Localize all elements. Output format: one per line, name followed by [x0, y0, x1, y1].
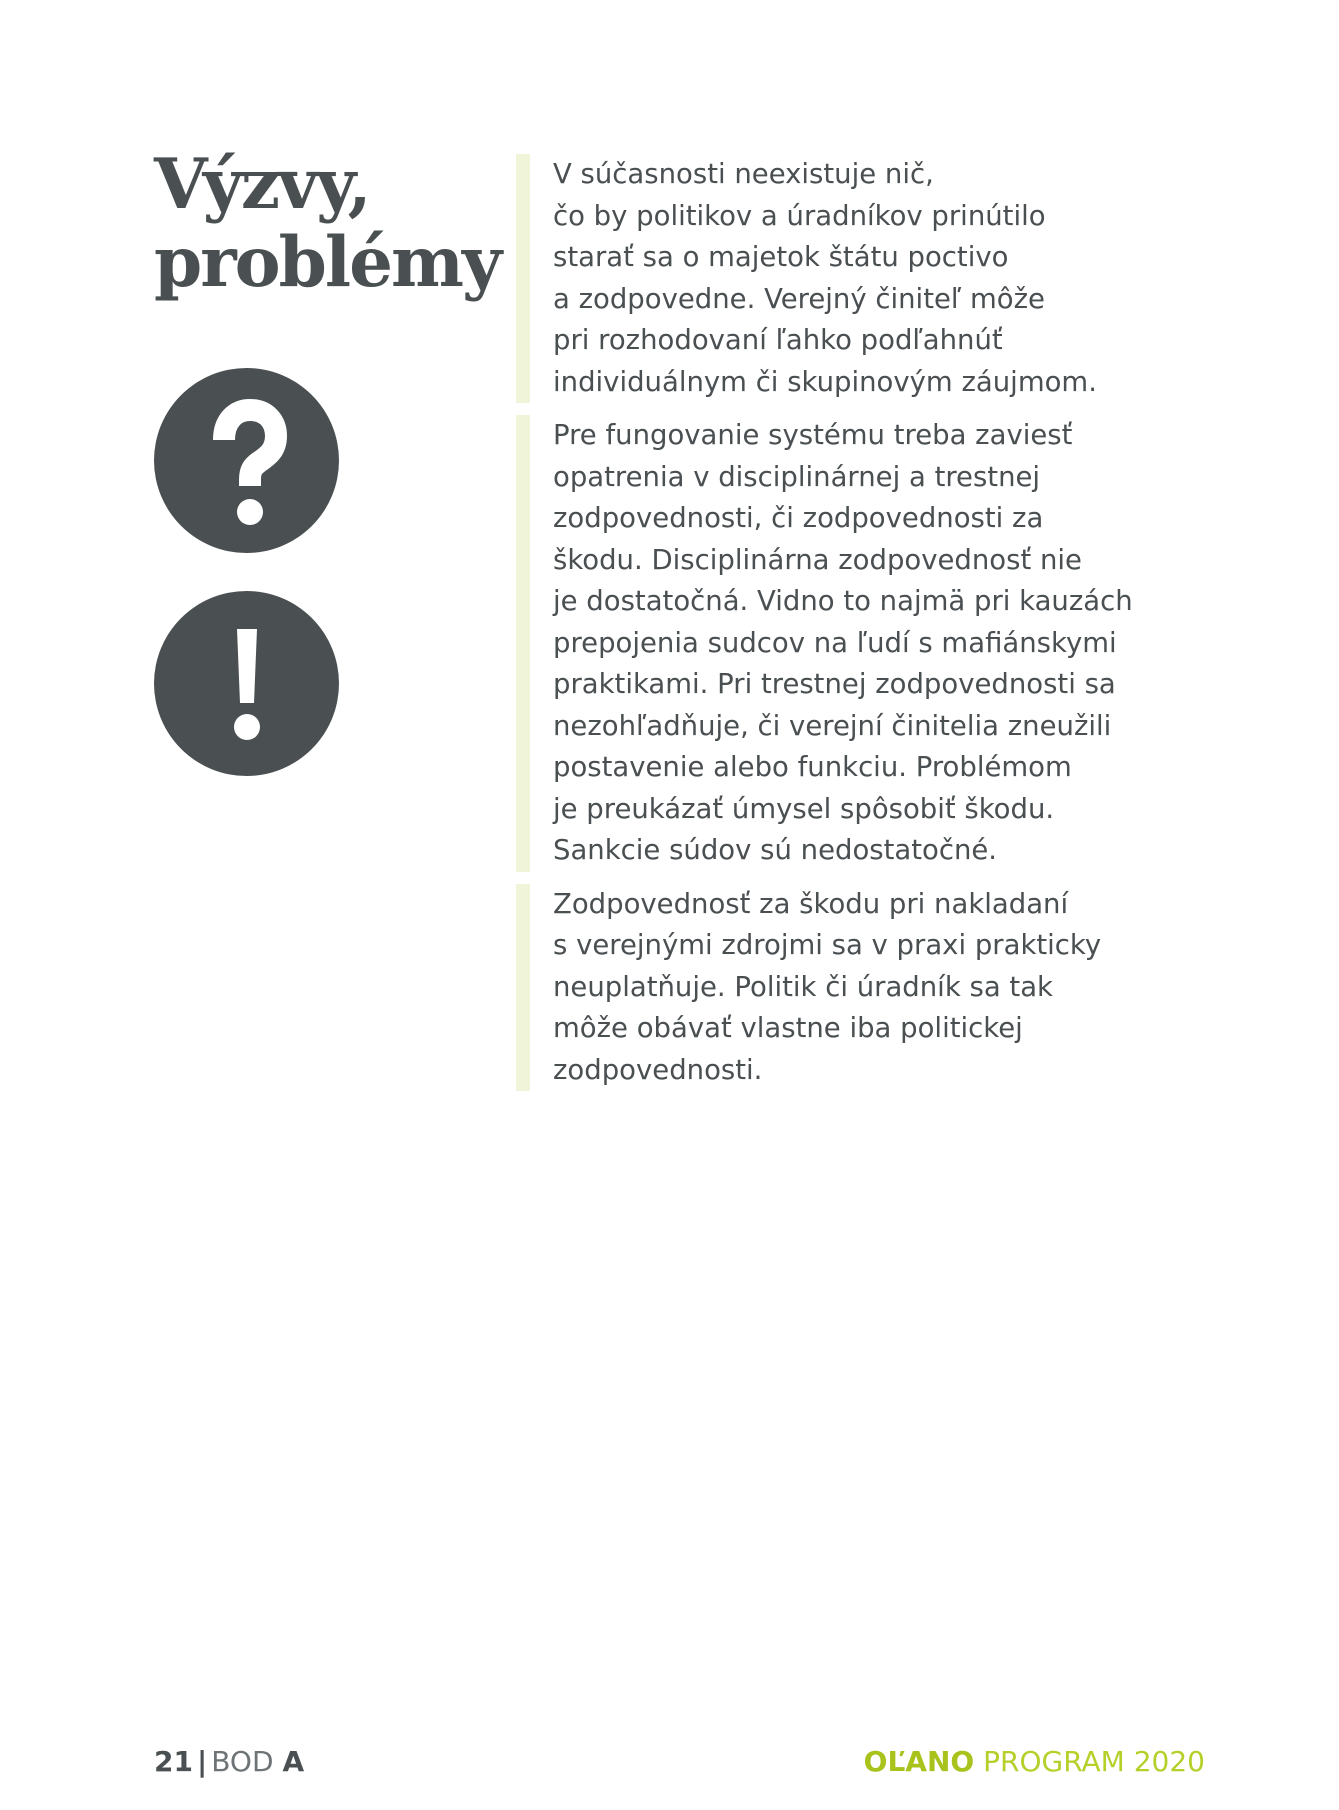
paragraph-accent-bar [516, 415, 530, 872]
paragraph-line: zodpovednosti, či zodpovednosti za [553, 502, 1044, 534]
paragraph-accent-bar [516, 154, 530, 403]
footer-separator: | [196, 1745, 208, 1778]
paragraph-line: postavenie alebo funkciu. Problémom [553, 751, 1072, 783]
paragraph [516, 415, 1216, 872]
page-number: 21 [154, 1745, 193, 1778]
paragraph-line: škodu. Disciplinárna zodpovednosť nie [553, 543, 1082, 576]
brand-name: OĽANO [863, 1745, 975, 1778]
paragraph-line: a zodpovedne. Verejný činiteľ môže [553, 282, 1045, 315]
footer-page-info [154, 1745, 304, 1778]
question-mark-icon [154, 368, 339, 553]
heading-line-2: problémy [154, 222, 501, 303]
footer-brand [864, 1745, 1205, 1778]
paragraph-line: Zodpovednosť za škodu pri nakladaní [553, 887, 1069, 920]
paragraph-line: V súčasnosti neexistuje nič, [553, 158, 934, 190]
section-word: BOD [211, 1745, 274, 1778]
paragraph [516, 154, 1216, 403]
paragraph-line: s verejnými zdrojmi sa v praxi prakticky [553, 929, 1102, 961]
paragraph-line: individuálnym či skupinovým záujmom. [553, 365, 1097, 398]
paragraph-accent-bar [516, 884, 530, 1092]
paragraph-line: pri rozhodovaní ľahko podľahnúť [553, 324, 1003, 356]
exclamation-mark-icon [154, 591, 339, 776]
paragraph-line: čo by politikov a úradníkov prinútilo [553, 199, 1046, 232]
section-letter: A [282, 1745, 305, 1778]
paragraph-line: prepojenia sudcov na ľudí s mafiánskymi [553, 626, 1117, 659]
paragraph-line: nezohľadňuje, či verejní činitelia zneužili [553, 709, 1112, 742]
program-label: PROGRAM 2020 [983, 1745, 1205, 1778]
paragraph-line: je preukázať úmysel spôsobiť škodu. [553, 792, 1055, 825]
paragraph-line: Pre fungovanie systému treba zaviesť [553, 419, 1073, 451]
paragraph-line: praktikami. Pri trestnej zodpovednosti sa [553, 668, 1116, 700]
paragraph-line: môže obávať vlastne iba politickej [553, 1012, 1023, 1044]
paragraph-line: starať sa o majetok štátu poctivo [553, 241, 1009, 273]
heading-line-1: Výzvy, [154, 144, 370, 225]
body-text [516, 154, 1216, 1103]
paragraph-line: opatrenia v disciplinárnej a trestnej [553, 460, 1041, 493]
paragraph [516, 884, 1216, 1092]
section-heading [154, 146, 524, 302]
paragraph-line: neuplatňuje. Politik či úradník sa tak [553, 970, 1053, 1003]
paragraph-line: je dostatočná. Vidno to najmä pri kauzách [553, 585, 1133, 617]
paragraph-line: zodpovednosti. [553, 1053, 763, 1086]
paragraph-line: Sankcie súdov sú nedostatočné. [553, 834, 998, 866]
